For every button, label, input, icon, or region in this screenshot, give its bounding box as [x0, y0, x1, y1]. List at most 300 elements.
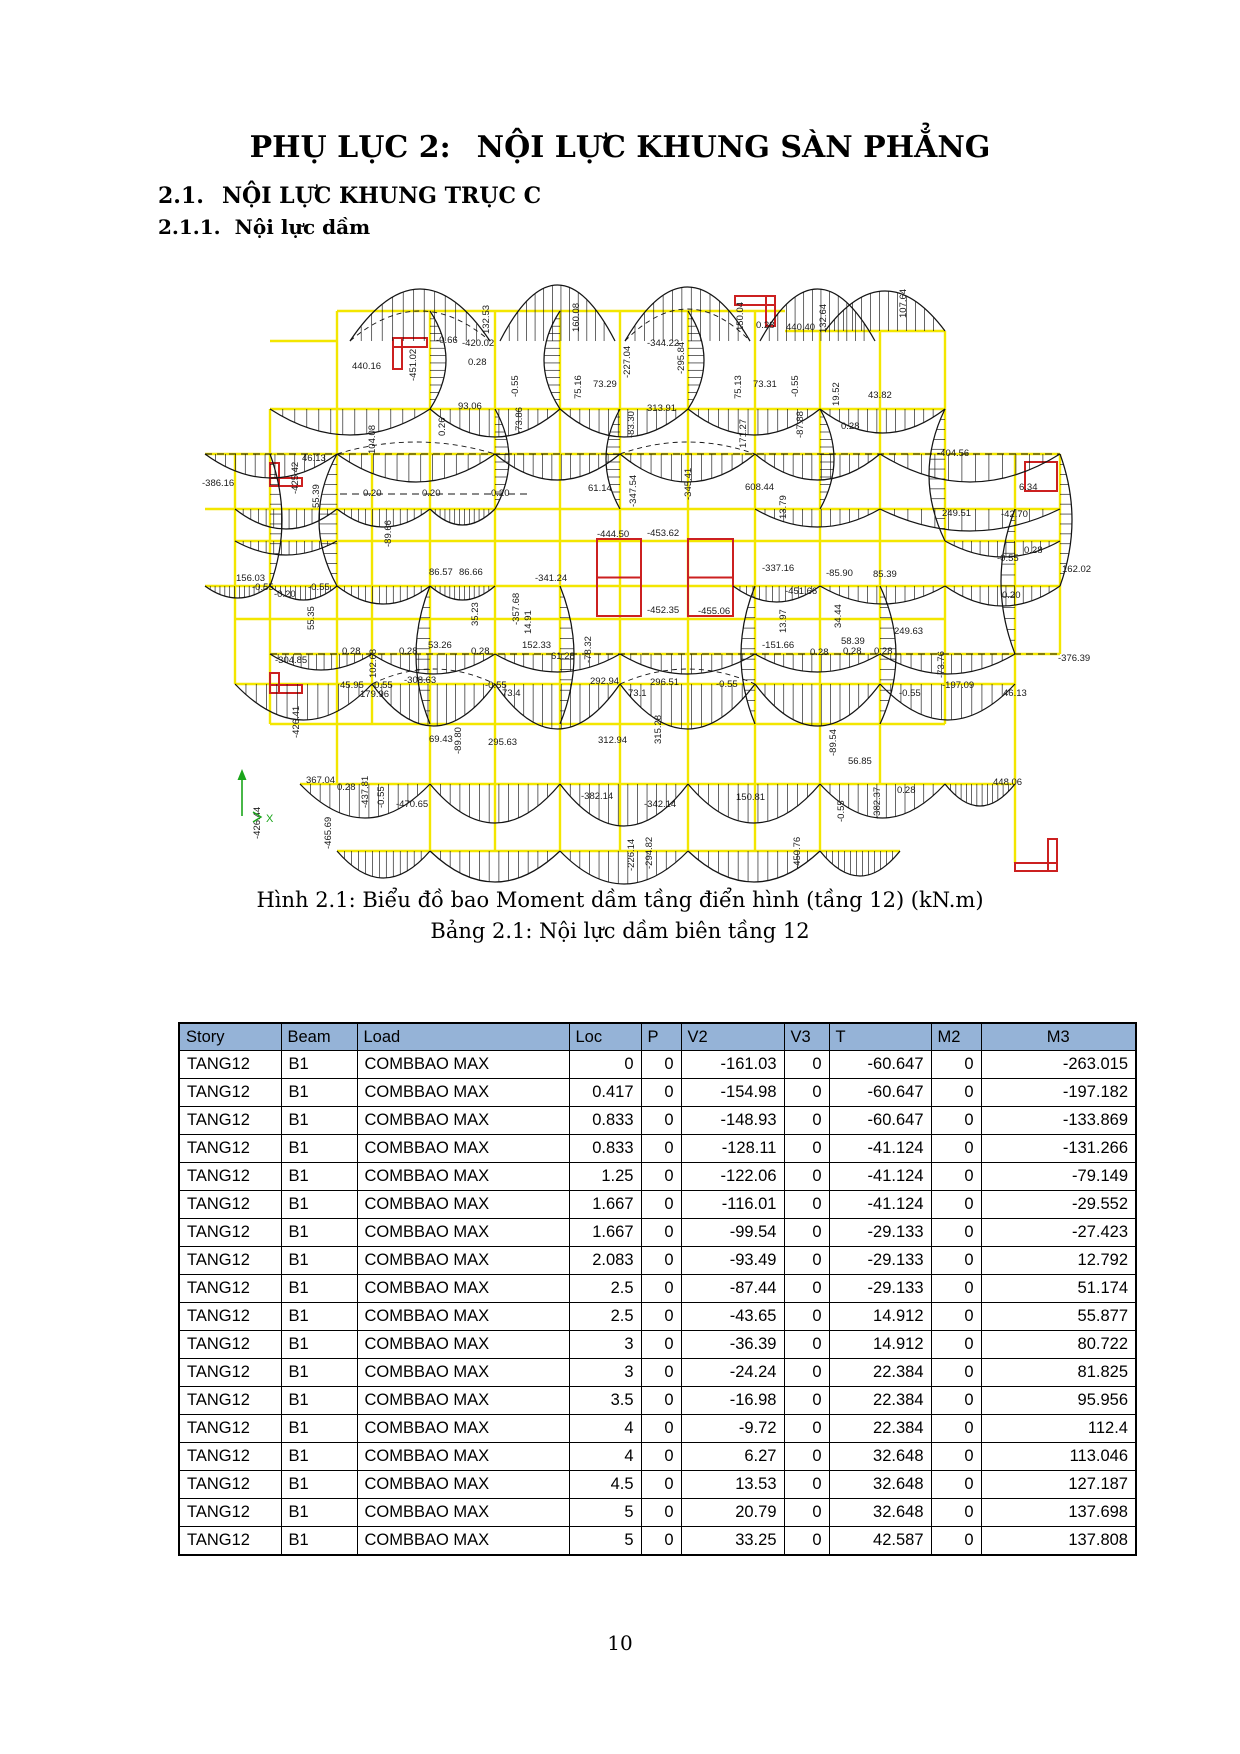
table-cell: -133.869	[981, 1107, 1136, 1135]
table-cell: 3	[569, 1331, 641, 1359]
table-cell: -122.06	[681, 1163, 784, 1191]
table-cell: 0	[784, 1527, 829, 1556]
diagram-value-label: 0.20	[422, 488, 441, 499]
diagram-value-label: -83.30	[626, 411, 637, 438]
diagram-value-label: -453.62	[647, 528, 680, 539]
diagram-value-label: -470.65	[396, 799, 429, 810]
page-title-part1: PHỤ LỤC 2:	[249, 130, 451, 165]
table-row	[179, 1079, 1136, 1107]
table-cell: B1	[281, 1387, 357, 1415]
table-cell: TANG12	[179, 1107, 281, 1135]
diagram-value-label: 93.06	[458, 401, 482, 412]
diagram-value-label: 292.94	[590, 676, 620, 687]
table-cell: 0	[931, 1135, 981, 1163]
table-cell: 6.27	[681, 1443, 784, 1471]
diagram-value-label: 6.34	[1019, 482, 1038, 493]
table-cell: TANG12	[179, 1527, 281, 1556]
table-cell: -116.01	[681, 1191, 784, 1219]
table-cell: COMBBAO MAX	[357, 1051, 569, 1079]
section-text: NỘI LỰC KHUNG TRỤC C	[221, 183, 542, 209]
table-cell: 12.792	[981, 1247, 1136, 1275]
table-cell: B1	[281, 1191, 357, 1219]
table-cell: 55.877	[981, 1303, 1136, 1331]
table-cell: B1	[281, 1135, 357, 1163]
diagram-value-label: 61.28	[551, 651, 575, 662]
table-row	[179, 1415, 1136, 1443]
table-cell: COMBBAO MAX	[357, 1191, 569, 1219]
diagram-value-label: -404.56	[937, 448, 970, 459]
table-cell: TANG12	[179, 1471, 281, 1499]
diagram-value-label: -341.24	[535, 573, 568, 584]
diagram-value-label: 75.13	[733, 375, 744, 399]
table-cell: 0	[784, 1415, 829, 1443]
diagram-value-label: 313.91	[647, 403, 677, 414]
diagram-value-label: 45.95	[340, 680, 364, 691]
diagram-value-label: 0.28	[399, 646, 418, 657]
diagram-value-label: 315.28	[653, 714, 664, 744]
table-cell: COMBBAO MAX	[357, 1359, 569, 1387]
diagram-value-label: 73.29	[593, 379, 617, 390]
table-cell: 0	[931, 1387, 981, 1415]
diagram-value-label: 73.4	[502, 688, 521, 699]
table-cell: 4	[569, 1415, 641, 1443]
diagram-value-label: 55.39	[311, 484, 322, 508]
diagram-value-label: -382.14	[581, 791, 614, 802]
diagram-value-label: -425.42	[290, 461, 301, 494]
table-caption: Bảng 2.1: Nội lực dầm biên tầng 12	[430, 919, 810, 943]
column-header-v3: V3	[784, 1023, 829, 1051]
table-cell: -79.149	[981, 1163, 1136, 1191]
diagram-value-label: 107.64	[898, 288, 909, 318]
table-cell: 0	[784, 1135, 829, 1163]
diagram-value-label: 0.28	[471, 646, 490, 657]
diagram-value-label: 295.63	[488, 737, 518, 748]
table-cell: 0	[931, 1471, 981, 1499]
table-cell: TANG12	[179, 1415, 281, 1443]
table-cell: B1	[281, 1331, 357, 1359]
diagram-value-label: -345.41	[683, 467, 694, 500]
table-cell: 0	[641, 1135, 681, 1163]
diagram-value-label: -426.44	[252, 806, 263, 839]
table-cell: 32.648	[829, 1499, 931, 1527]
table-cell: -161.03	[681, 1051, 784, 1079]
table-cell: 0	[641, 1051, 681, 1079]
diagram-value-label: -0.55	[308, 582, 330, 593]
table-cell: 1.25	[569, 1163, 641, 1191]
table-cell: 0	[931, 1191, 981, 1219]
table-cell: 0	[641, 1527, 681, 1556]
table-row	[179, 1359, 1136, 1387]
table-cell: -24.24	[681, 1359, 784, 1387]
table-cell: TANG12	[179, 1163, 281, 1191]
table-cell: -60.647	[829, 1051, 931, 1079]
diagram-value-label: 46.13	[1003, 688, 1027, 699]
section-number: 2.1.	[158, 183, 204, 209]
column-header-story: Story	[179, 1023, 281, 1051]
diagram-value-label: 0.28	[337, 782, 356, 793]
diagram-value-label: 296.51	[650, 677, 680, 688]
diagram-value-label: 58.39	[841, 636, 865, 647]
diagram-value-label: 156.03	[236, 573, 266, 584]
table-cell: 95.956	[981, 1387, 1136, 1415]
table-cell: 80.722	[981, 1331, 1136, 1359]
table-cell: -263.015	[981, 1051, 1136, 1079]
table-cell: 0	[931, 1051, 981, 1079]
table-cell: 32.648	[829, 1471, 931, 1499]
table-cell: TANG12	[179, 1443, 281, 1471]
table-cell: 81.825	[981, 1359, 1136, 1387]
table-row	[179, 1107, 1136, 1135]
table-cell: COMBBAO MAX	[357, 1247, 569, 1275]
diagram-value-label: 35.23	[470, 602, 481, 626]
table-cell: 20.79	[681, 1499, 784, 1527]
table-cell: 0	[784, 1331, 829, 1359]
table-cell: 0	[784, 1387, 829, 1415]
diagram-value-label: 132.64	[818, 303, 829, 333]
diagram-value-label: 69.43	[429, 734, 453, 745]
table-cell: 0	[931, 1107, 981, 1135]
table-cell: 0	[784, 1303, 829, 1331]
table-cell: 0	[931, 1443, 981, 1471]
diagram-value-label: 0.28	[756, 320, 775, 331]
column-header-beam: Beam	[281, 1023, 357, 1051]
diagram-value-label: -197.09	[942, 680, 975, 691]
diagram-value-label: -0.55	[997, 553, 1019, 564]
table-cell: -60.647	[829, 1079, 931, 1107]
table-cell: 0	[641, 1359, 681, 1387]
diagram-value-label: 43.82	[868, 390, 892, 401]
table-cell: COMBBAO MAX	[357, 1499, 569, 1527]
figure-caption: Hình 2.1: Biểu đồ bao Moment dầm tầng điển hình (tầng 12) (kN.m)	[256, 888, 984, 912]
table-cell: 0	[641, 1107, 681, 1135]
diagram-value-label: 53.26	[428, 640, 452, 651]
table-cell: B1	[281, 1415, 357, 1443]
table-cell: 0	[931, 1079, 981, 1107]
table-cell: 22.384	[829, 1415, 931, 1443]
table-cell: 0	[931, 1331, 981, 1359]
table-cell: -41.124	[829, 1135, 931, 1163]
table-cell: 137.698	[981, 1499, 1136, 1527]
diagram-value-label: 13.97	[778, 609, 789, 633]
table-cell: -29.552	[981, 1191, 1136, 1219]
beam-forces-table-wrapper	[178, 1022, 1137, 1556]
table-cell: 0	[641, 1163, 681, 1191]
column-header-m3: M3	[981, 1023, 1136, 1051]
table-cell: 42.587	[829, 1527, 931, 1556]
table-cell: -197.182	[981, 1079, 1136, 1107]
table-cell: -29.133	[829, 1247, 931, 1275]
subsection-number: 2.1.1.	[158, 215, 221, 239]
diagram-value-label: 448.06	[993, 777, 1023, 788]
table-cell: -60.647	[829, 1107, 931, 1135]
diagram-value-label: 0.26	[437, 417, 448, 436]
diagram-value-label: -357.68	[511, 592, 522, 625]
table-cell: 0.833	[569, 1135, 641, 1163]
table-cell: B1	[281, 1527, 357, 1556]
diagram-value-label: -73.76	[936, 651, 947, 678]
table-cell: COMBBAO MAX	[357, 1107, 569, 1135]
table-cell: 0	[641, 1303, 681, 1331]
diagram-value-label: 0.28	[841, 421, 860, 432]
diagram-value-label: -376.39	[1058, 653, 1091, 664]
table-cell: 0	[641, 1247, 681, 1275]
diagram-value-label: -78.32	[583, 636, 594, 663]
diagram-value-label: 61.14	[588, 483, 612, 494]
table-cell: B1	[281, 1219, 357, 1247]
table-cell: 33.25	[681, 1527, 784, 1556]
table-cell: COMBBAO MAX	[357, 1471, 569, 1499]
table-cell: B1	[281, 1443, 357, 1471]
diagram-value-label: -0.55	[836, 800, 847, 822]
table-cell: 0	[784, 1471, 829, 1499]
table-row	[179, 1331, 1136, 1359]
diagram-value-label: 0.28	[342, 646, 361, 657]
diagram-value-label: 73.31	[753, 379, 777, 390]
diagram-value-label: -0.55	[485, 680, 507, 691]
table-cell: COMBBAO MAX	[357, 1331, 569, 1359]
diagram-value-label: -87.88	[795, 411, 806, 438]
table-cell: -87.44	[681, 1275, 784, 1303]
table-cell: 3	[569, 1359, 641, 1387]
table-cell: TANG12	[179, 1051, 281, 1079]
table-cell: TANG12	[179, 1499, 281, 1527]
table-cell: 1.667	[569, 1219, 641, 1247]
table-cell: B1	[281, 1051, 357, 1079]
table-cell: 0	[569, 1051, 641, 1079]
table-cell: 0	[931, 1247, 981, 1275]
table-header-row	[179, 1023, 1136, 1051]
diagram-value-label: -437.81	[360, 775, 371, 808]
diagram-value-label: -450.76	[792, 836, 803, 869]
diagram-value-label: 86.57	[429, 567, 453, 578]
diagram-value-label: 440.16	[352, 361, 382, 372]
table-cell: 0	[641, 1471, 681, 1499]
table-cell: 14.912	[829, 1303, 931, 1331]
table-cell: 5	[569, 1499, 641, 1527]
table-cell: 51.174	[981, 1275, 1136, 1303]
table-row	[179, 1163, 1136, 1191]
diagram-value-label: -451.02	[408, 348, 419, 381]
diagram-value-label: 249.63	[894, 626, 924, 637]
table-cell: TANG12	[179, 1079, 281, 1107]
table-cell: 0	[931, 1359, 981, 1387]
table-cell: 0	[641, 1387, 681, 1415]
column-header-m2: M2	[931, 1023, 981, 1051]
diagram-value-label: 75.16	[573, 375, 584, 399]
table-row	[179, 1275, 1136, 1303]
table-cell: 2.5	[569, 1275, 641, 1303]
column-header-v2: V2	[681, 1023, 784, 1051]
table-cell: B1	[281, 1079, 357, 1107]
table-cell: -9.72	[681, 1415, 784, 1443]
diagram-value-label: -426.41	[291, 705, 302, 738]
page-title	[0, 130, 1240, 165]
table-cell: 22.384	[829, 1359, 931, 1387]
diagram-value-label: -0.55	[790, 375, 801, 397]
table-cell: 0	[931, 1163, 981, 1191]
table-cell: 0	[784, 1219, 829, 1247]
diagram-value-label: 56.85	[848, 756, 872, 767]
table-cell: B1	[281, 1471, 357, 1499]
diagram-value-label: 86.66	[459, 567, 483, 578]
table-cell: 5	[569, 1527, 641, 1556]
table-row	[179, 1247, 1136, 1275]
table-cell: 0	[784, 1079, 829, 1107]
diagram-value-label: -455.06	[698, 606, 731, 617]
table-cell: 0	[641, 1191, 681, 1219]
table-cell: 1.667	[569, 1191, 641, 1219]
table-cell: 0	[784, 1499, 829, 1527]
diagram-value-label: -89.66	[383, 520, 394, 547]
table-row	[179, 1051, 1136, 1079]
diagram-value-label: 104.08	[367, 424, 378, 454]
diagram-value-label: -444.50	[597, 529, 630, 540]
diagram-value-label: -452.35	[647, 605, 680, 616]
table-row	[179, 1443, 1136, 1471]
table-cell: 0	[641, 1443, 681, 1471]
table-cell: 0	[641, 1331, 681, 1359]
table-cell: -131.266	[981, 1135, 1136, 1163]
table-cell: -128.11	[681, 1135, 784, 1163]
diagram-value-label: -294.82	[644, 836, 655, 869]
table-cell: B1	[281, 1247, 357, 1275]
table-cell: TANG12	[179, 1359, 281, 1387]
table-cell: -41.124	[829, 1163, 931, 1191]
diagram-value-label: 14.91	[523, 610, 534, 634]
diagram-value-label: -0.55	[376, 786, 387, 808]
table-cell: COMBBAO MAX	[357, 1135, 569, 1163]
table-row	[179, 1219, 1136, 1247]
table-cell: 0	[641, 1275, 681, 1303]
table-cell: -43.65	[681, 1303, 784, 1331]
table-cell: 32.648	[829, 1443, 931, 1471]
diagram-value-label: 150.04	[735, 301, 746, 331]
diagram-value-label: 13.79	[778, 495, 789, 519]
diagram-value-label: 150.81	[736, 792, 766, 803]
table-cell: -148.93	[681, 1107, 784, 1135]
table-cell: 0	[784, 1359, 829, 1387]
column-header-t: T	[829, 1023, 931, 1051]
diagram-value-label: -337.16	[762, 563, 795, 574]
table-cell: 0	[784, 1247, 829, 1275]
column-header-p: P	[641, 1023, 681, 1051]
moment-envelope-diagram	[200, 266, 1110, 891]
diagram-value-label: -226.14	[626, 838, 637, 871]
diagram-value-label: -465.69	[323, 816, 334, 849]
diagram-value-label: -42.70	[1001, 509, 1028, 520]
table-cell: 0	[784, 1275, 829, 1303]
diagram-value-label: 367.04	[306, 775, 336, 786]
diagram-value-label: 34.44	[833, 604, 844, 628]
diagram-value-label: 0.20	[491, 488, 510, 499]
diagram-value-label: 0.28	[897, 785, 916, 796]
diagram-value-label: -386.16	[202, 478, 235, 489]
table-cell: TANG12	[179, 1387, 281, 1415]
table-cell: TANG12	[179, 1303, 281, 1331]
table-cell: 127.187	[981, 1471, 1136, 1499]
table-cell: 137.808	[981, 1527, 1136, 1556]
diagram-value-label: 132.53	[481, 304, 492, 334]
table-cell: COMBBAO MAX	[357, 1415, 569, 1443]
diagram-value-label: 162.02	[1062, 564, 1092, 575]
table-cell: 2.5	[569, 1303, 641, 1331]
table-row	[179, 1303, 1136, 1331]
table-cell: 0	[931, 1527, 981, 1556]
diagram-value-label: -344.22	[647, 338, 680, 349]
diagram-value-label: 0.28	[874, 646, 893, 657]
diagram-value-label: 0.20	[1002, 590, 1021, 601]
diagram-value-label: -0.55	[371, 680, 393, 691]
page-title-part2: NỘI LỰC KHUNG SÀN PHẲNG	[476, 130, 991, 165]
diagram-value-label: 179.96	[360, 689, 390, 700]
diagram-value-label: -420.02	[462, 338, 495, 349]
table-cell: COMBBAO MAX	[357, 1527, 569, 1556]
diagram-value-label: -89.54	[828, 729, 839, 756]
table-row	[179, 1387, 1136, 1415]
table-cell: TANG12	[179, 1275, 281, 1303]
diagram-value-label: 46.13	[302, 453, 326, 464]
diagram-value-label: 73.1	[628, 688, 647, 699]
table-cell: -16.98	[681, 1387, 784, 1415]
table-cell: TANG12	[179, 1191, 281, 1219]
diagram-value-label: -0.55	[510, 375, 521, 397]
diagram-value-label: 102.68	[368, 648, 379, 678]
x-axis-label: X	[266, 813, 274, 825]
diagram-value-label: -347.54	[628, 474, 639, 507]
table-cell: -27.423	[981, 1219, 1136, 1247]
table-cell: 0	[931, 1499, 981, 1527]
table-row	[179, 1471, 1136, 1499]
table-cell: 2.083	[569, 1247, 641, 1275]
diagram-value-label: 85.39	[873, 569, 897, 580]
diagram-value-label: -295.84	[676, 341, 687, 374]
table-cell: -99.54	[681, 1219, 784, 1247]
table-cell: 0	[931, 1275, 981, 1303]
beam-forces-table	[178, 1022, 1137, 1556]
table-cell: 0	[784, 1191, 829, 1219]
table-cell: 0	[784, 1051, 829, 1079]
table-cell: 0	[931, 1415, 981, 1443]
table-cell: 0	[784, 1163, 829, 1191]
table-cell: TANG12	[179, 1247, 281, 1275]
table-cell: 0.417	[569, 1079, 641, 1107]
table-row	[179, 1191, 1136, 1219]
table-cell: -93.49	[681, 1247, 784, 1275]
diagram-value-label: -304.85	[275, 655, 308, 666]
diagram-value-label: -0.55	[899, 688, 921, 699]
diagram-value-label: -89.80	[453, 727, 464, 754]
table-cell: 3.5	[569, 1387, 641, 1415]
table-cell: B1	[281, 1107, 357, 1135]
table-cell: B1	[281, 1303, 357, 1331]
column-header-loc: Loc	[569, 1023, 641, 1051]
table-cell: -41.124	[829, 1191, 931, 1219]
table-row	[179, 1135, 1136, 1163]
diagram-value-label: 152.33	[522, 640, 552, 651]
diagram-value-label: -382.37	[872, 786, 883, 819]
table-cell: 4.5	[569, 1471, 641, 1499]
table-cell: TANG12	[179, 1135, 281, 1163]
table-cell: 0	[784, 1443, 829, 1471]
table-cell: TANG12	[179, 1331, 281, 1359]
table-cell: -29.133	[829, 1275, 931, 1303]
table-cell: 0	[931, 1303, 981, 1331]
diagram-value-label: 608.44	[745, 482, 775, 493]
table-cell: COMBBAO MAX	[357, 1163, 569, 1191]
subsection-text: Nội lực dầm	[234, 215, 371, 239]
table-header	[179, 1023, 1136, 1051]
table-cell: B1	[281, 1275, 357, 1303]
